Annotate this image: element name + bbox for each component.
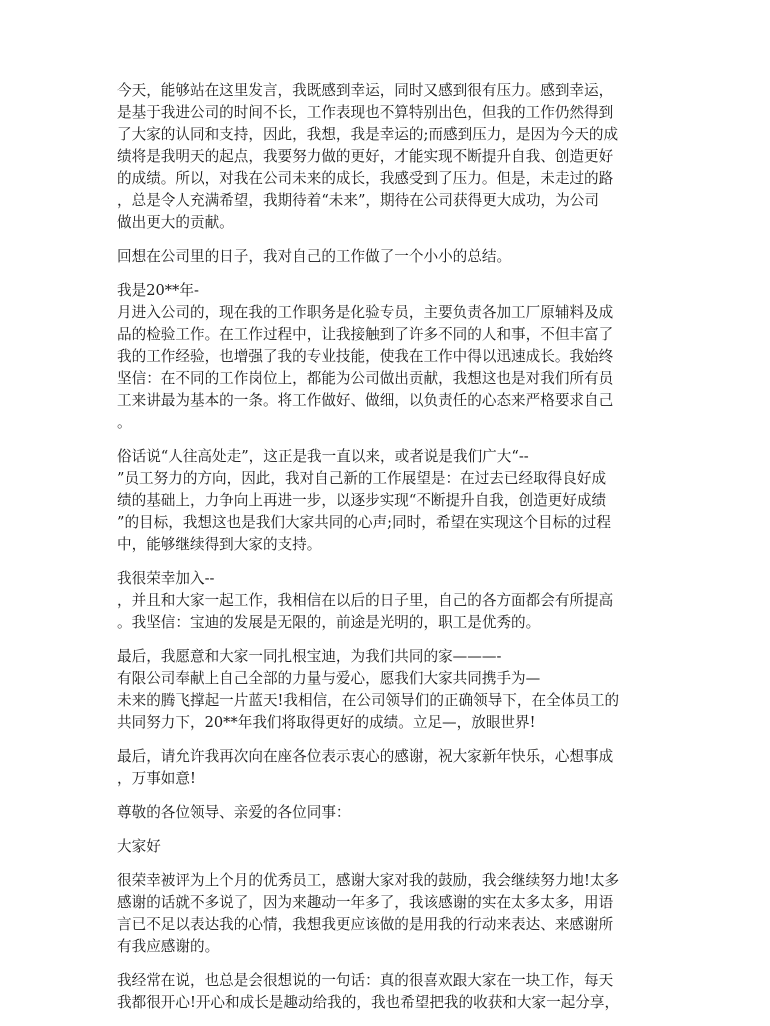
text-line: 。我坚信：宝迪的发展是无限的，前途是光明的，职工是优秀的。: [117, 614, 541, 631]
text-line: 工来讲最为基本的一条。将工作做好、做细，以负责任的心态来严格要求自己: [117, 392, 614, 409]
text-line: 的成绩。所以，对我在公司未来的成长，我感受到了压力。但是，未走过的路: [117, 170, 614, 187]
paragraph-finally: [117, 646, 662, 734]
text-line: 今天，能够站在这里发言，我既感到幸运，同时又感到很有压力。感到幸运，: [117, 82, 614, 99]
text-line: 我都很开心!开心和成长是趣动给我的，我也希望把我的收获和大家一起分享，: [117, 994, 620, 1011]
text-line: 。: [117, 414, 132, 431]
text-line: ，并且和大家一起工作，我相信在以后的日子里，自己的各方面都会有所提高: [117, 592, 614, 609]
paragraph-opening: [117, 80, 662, 234]
document-page: [117, 80, 662, 1026]
text-line: ”员工努力的方向，因此，我对自己新的工作展望是：在过去已经取得良好成: [117, 470, 607, 487]
text-line: 我很荣幸加入--: [117, 570, 215, 587]
text-line: ，万事如意!: [117, 770, 196, 787]
text-line: 中，能够继续得到大家的支持。: [117, 536, 322, 553]
text-line: ”的目标，我想这也是我们大家共同的心声;同时，希望在实现这个目标的过程: [117, 514, 611, 531]
text-line: 我是20**年-: [117, 282, 199, 299]
paragraph-honored: [117, 568, 662, 634]
text-line: 有限公司奉献上自己全部的力量与爱心，愿我们大家共同携手为—: [117, 670, 541, 687]
text-line: 月进入公司的，现在我的工作职务是化验专员，主要负责各加工厂原辅料及成: [117, 304, 614, 321]
text-line: 绩将是我明天的起点，我要努力做的更好，才能实现不断提升自我、创造更好: [117, 148, 614, 165]
text-line: 做出更大的贡献。: [117, 214, 234, 231]
text-line: 共同努力下，20**年我们将取得更好的成绩。立足—，放眼世界!: [117, 714, 536, 731]
text-line: 有我应感谢的。: [117, 938, 220, 955]
paragraph-outlook: [117, 446, 662, 556]
paragraph-summary-intro: [117, 246, 662, 268]
paragraph-greeting: [117, 836, 662, 858]
text-line: 言已不足以表达我的心情，我想我更应该做的是用我的行动来表达、来感谢所: [117, 916, 614, 933]
text-line: 俗话说“人往高处走”，这正是我一直以来，或者说是我们广大“--: [117, 448, 529, 465]
text-line: 回想在公司里的日子，我对自己的工作做了一个小小的总结。: [117, 248, 512, 265]
text-line: 坚信：在不同的工作岗位上，都能为公司做出贡献，我想这也是对我们所有员: [117, 370, 614, 387]
text-line: ，总是令人充满希望，我期待着“未来”，期待在公司获得更大成功，为公司: [117, 192, 599, 209]
paragraph-salutation: [117, 802, 662, 824]
text-line: 我经常在说，也总是会很想说的一句话：真的很喜欢跟大家在一块工作，每天: [117, 972, 614, 989]
text-line: 未来的腾飞撑起一片蓝天!我相信，在公司领导们的正确领导下，在全体员工的: [117, 692, 620, 709]
paragraph-job-description: [117, 280, 662, 434]
text-line: 感谢的话就不多说了，因为来趣动一年多了，我该感谢的实在太多太多，用语: [117, 894, 614, 911]
text-line: 最后，我愿意和大家一同扎根宝迪，为我们共同的家———-: [117, 648, 502, 665]
text-line: 我的工作经验，也增强了我的专业技能，使我在工作中得以迅速成长。我始终: [117, 348, 614, 365]
paragraph-award: [117, 870, 662, 958]
text-line: 很荣幸被评为上个月的优秀员工，感谢大家对我的鼓励，我会继续努力地!太多: [117, 872, 620, 889]
text-line: 尊敬的各位领导、亲爱的各位同事：: [117, 804, 351, 821]
paragraph-closing: [117, 970, 662, 1014]
paragraph-thanks: [117, 746, 662, 790]
text-line: 是基于我进公司的时间不长，工作表现也不算特别出色，但我的工作仍然得到: [117, 104, 614, 121]
text-line: 大家好: [117, 838, 161, 855]
text-line: 最后，请允许我再次向在座各位表示衷心的感谢，祝大家新年快乐，心想事成: [117, 748, 614, 765]
text-line: 了大家的认同和支持，因此，我想，我是幸运的;而感到压力，是因为今天的成: [117, 126, 619, 143]
text-line: 品的检验工作。在工作过程中，让我接触到了许多不同的人和事，不但丰富了: [117, 326, 614, 343]
text-line: 绩的基础上，力争向上再进一步，以逐步实现“不断提升自我，创造更好成绩: [117, 492, 607, 509]
